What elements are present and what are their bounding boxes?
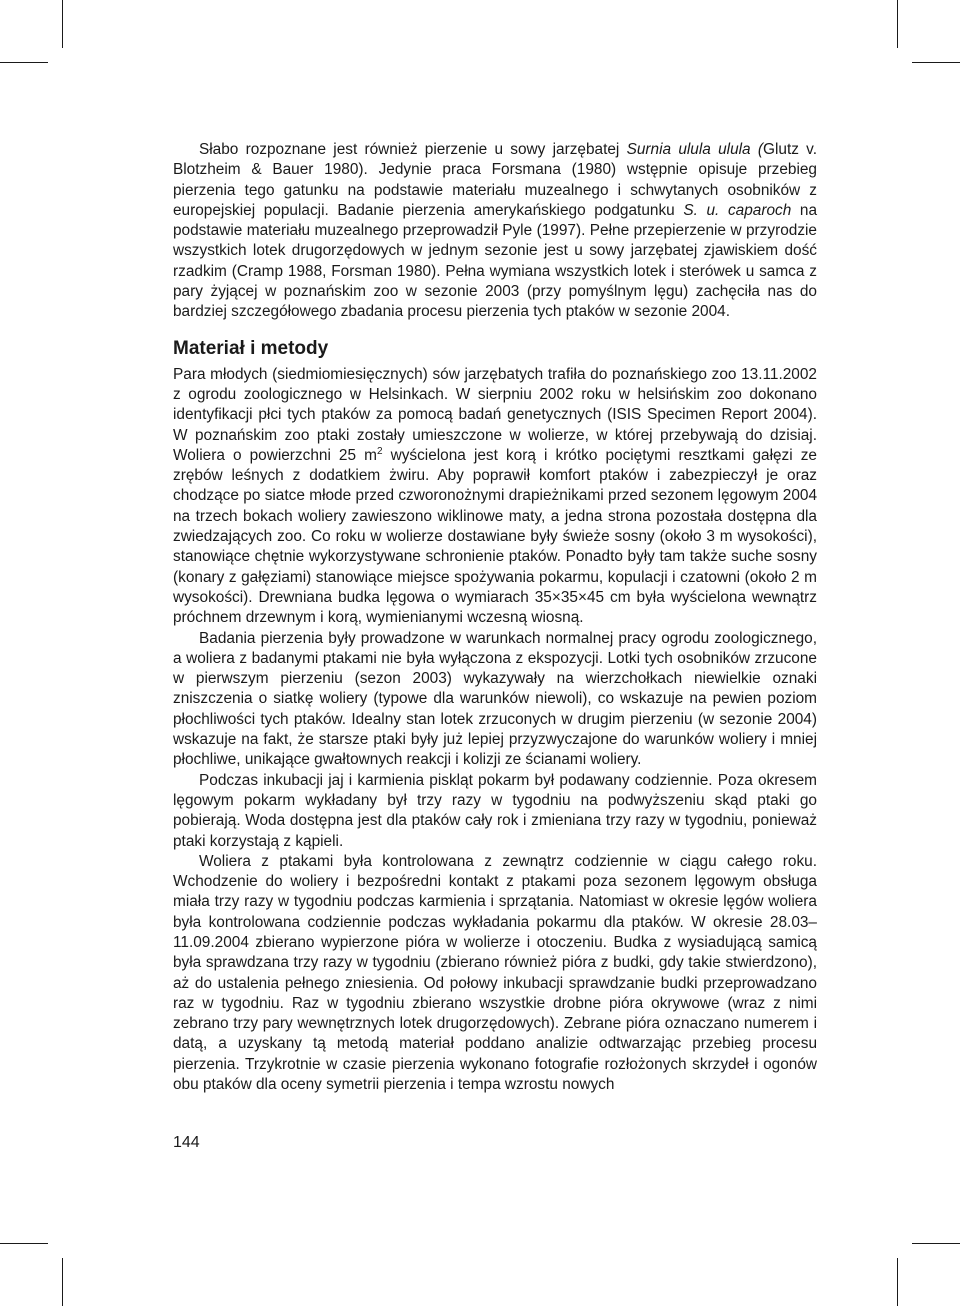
crop-mark-top-left [62,0,63,48]
subspecies-name: S. u. caparoch [683,201,792,219]
crop-mark-bottom-right [897,1258,898,1306]
methods-p1-text-a: Para młodych (siedmiomiesięcznych) sów jarzębatych trafiła do poznańskiego zoo 13.11.2002 z ogrodu zoologicznego w Helsinkach. W sierpniu 2002 roku w helsińskim zoo dokonano identyfikacji płci tych ptaków za pomocą badań genetycznych (ISIS Specimen Report 2004). W poznańskim zoo ptaki zostały umieszczone w wolierze, w której przebywają do dzisiaj. Woliera o powierzchni 25 m [173,365,817,464]
species-name: Surnia ulula ulula ( [626,141,763,158]
crop-mark-right-bottom [912,1243,960,1244]
crop-mark-top-right [897,0,898,48]
intro-text-1: Słabo rozpoznane jest również pierzenie u sowy jarzębatej [199,141,627,158]
methods-p1-text-b: wyścielona jest korą i krótko pociętymi resztkami gałęzi ze zrębów leśnych z dodatkiem żwiru. Aby poprawił komfort ptaków i zabezpieczył je oraz chodzące po siatce młode przed czworonożnymi drapieżnikami przed sezonem lęgowym 2004 na trzech bokach woliery zawieszono wiklinowe maty, a jedna strona pozostała dostępna dla zwiedzających zoo. Co roku w wolierze dostawiane były świeże sosny (około 3 m wysokości), stanowiące chętnie wykorzystywane schronienie ptaków. Ponadto były tam także suche sosny (konary z gałęziami) stanowiące miejsce spożywania pokarmu, kopulacji i czatowni (około 2 m wysokości). Drewniana budka lęgowa o wymiarach 35×35×45 cm była wyścielona wewnątrz próchnem drzewnym i korą, wymienianymi wczesną wiosną. [173,446,817,627]
methods-paragraph-4: Woliera z ptakami była kontrolowana z zewnątrz codziennie w ciągu całego roku. Wchodzenie do woliery i bezpośredni kontakt z ptakami poza sezonem lęgowym obsługa miała trzy razy w tygodniu podczas karmienia i sprzątania. Natomiast w okresie lęgów woliera była kontrolowana codziennie podczas wykładania pokarmu dla ptaków. W okresie 28.03–11.09.2004 zbierano wypierzone pióra w wolierze i otoczeniu. Budka z wysiadującą samicą była sprawdzana trzy razy w tygodniu (zbierano również pióra z budki, gdy takie stwierdzono), aż do ustalenia pełnego zniesienia. Od połowy inkubacji sprawdzanie budki przeprowadzano raz w tygodniu. Raz w tygodniu zbierano wszystkie drobne pióra okrywowe (wraz z nimi zebrano trzy pary wewnętrznych lotek drugorzędowych). Zebrane pióra oznaczano numerem i datą, a uzyskany tą metodą materiał poddano analizie odtwarzając przebieg procesu pierzenia. Trzykrotnie w czasie pierzenia wykonano fotografie rozłożonych skrzydeł i ogonów obu ptaków dla oceny symetrii pierzenia i tempa wzrostu nowych [173,852,817,1094]
section-heading: Materiał i metody [173,337,329,359]
article-body [173,140,817,1095]
crop-mark-bottom-left [62,1258,63,1306]
intro-text-3: na podstawie materiału muzealnego przeprowadził Pyle (1997). Pełne przepierzenie w przyrodzie wszystkich lotek drugorzędowych w jednym sezonie jest u sowy jarzębatej zjawiskiem dość rzadkim (Cramp 1988, Forsman 1980). Pełna wymiana wszystkich lotek i sterówek u samca z pary żyjącej w poznańskim zoo w sezonie 2003 (przy pomyślnym lęgu) zachęciła nas do bardziej szczegółowego zbadania procesu pierzenia tych ptaków w sezonie 2004. [173,201,818,321]
crop-mark-right-top [912,62,960,63]
superscript-2: 2 [376,445,383,457]
crop-mark-left-bottom [0,1243,48,1244]
intro-paragraph [173,140,817,323]
methods-paragraph-2: Badania pierzenia były prowadzone w warunkach normalnej pracy ogrodu zoologicznego, a woliera z badanymi ptakami nie była wyłączona z ekspozycji. Lotki tych osobników zrzucone w pierwszym pierzeniu (sezon 2003) wykazywały na wierzchołkach niewielkie oznaki zniszczenia o siatkę woliery (typowe dla warunków niewoli), co wskazuje na pewien poziom płochliwości tych ptaków. Idealny stan lotek zrzuconych w drugim pierzeniu (w sezonie 2004) wskazuje na fakt, że starsze ptaki były już lepiej przyzwyczajone do warunków woliery i mniej płochliwe, unikające gwałtownych reakcji i kolizji ze ścianami woliery. [173,629,817,769]
methods-paragraph-3: Podczas inkubacji jaj i karmienia piskląt pokarm był podawany codziennie. Poza okresem lęgowym pokarm wykładany był trzy razy w tygodniu na podwyższeniu skąd ptaki go pobierają. Woda dostępna jest dla ptaków cały rok i zmieniana trzy razy w tygodniu, ponieważ ptaki korzystają z kąpieli. [173,771,817,850]
intro-text-2: Glutz v. Blotzheim & Bauer 1980). Jedynie praca Forsmana (1980) wstępnie opisuje przebieg pierzenia tego gatunku na podstawie materiału muzealnego i schwytanych osobników z europejskiej populacji. Badanie pierzenia amerykańskiego podgatunku [173,141,817,219]
methods-paragraph-1 [173,365,817,629]
crop-mark-left-top [0,62,48,63]
page-number: 144 [173,1134,200,1151]
